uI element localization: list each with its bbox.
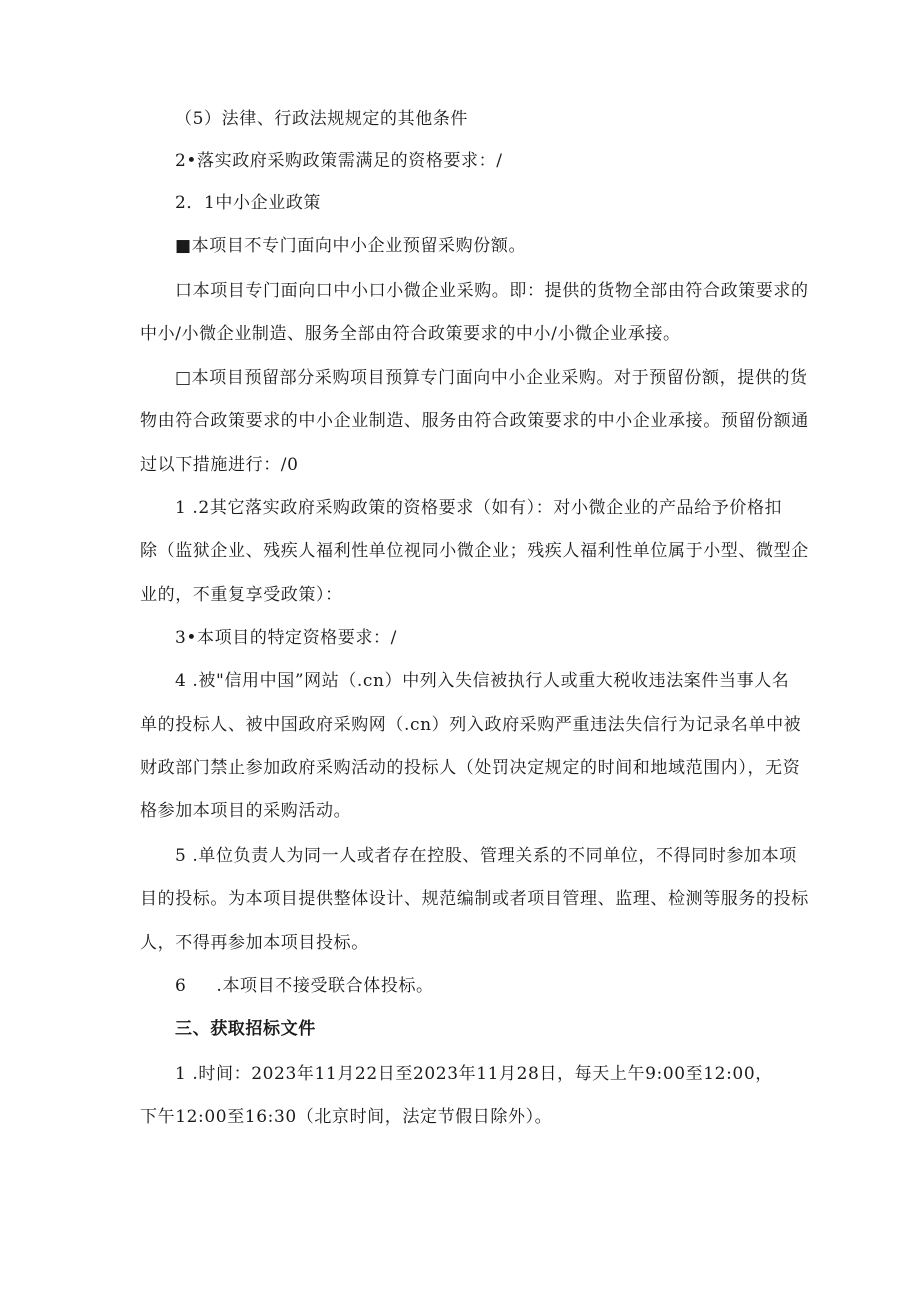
paragraph-credit-line-1: 4 .被"信用中国”网站（.cn）中列入失信被执行人或重大税收违法案件当事人名 xyxy=(175,671,790,691)
paragraph-time-line-2: 下午12:00至16:30（北京时间，法定节假日除外）。 xyxy=(140,1107,553,1127)
paragraph-other-conditions: （5）法律、行政法规规定的其他条件 xyxy=(175,109,469,129)
paragraph-sme-option-1: ■本项目不专门面向中小企业预留采购份额。 xyxy=(175,236,527,256)
section-heading-obtain-documents: 三、获取招标文件 xyxy=(175,1019,316,1039)
paragraph-same-owner-line-3: 人，不得再参加本项目投标。 xyxy=(140,933,369,953)
paragraph-sme-option-3-line-2: 物由符合政策要求的中小企业制造、服务由符合政策要求的中小企业承接。预留份额通 xyxy=(140,411,809,431)
paragraph-other-policy-line-2: 除（监狱企业、残疾人福利性单位视同小微企业；残疾人福利性单位属于小型、微型企 xyxy=(140,541,809,561)
paragraph-same-owner-line-1: 5 .单位负责人为同一人或者存在控股、管理关系的不同单位，不得同时参加本项 xyxy=(175,846,797,866)
paragraph-time-line-1: 1 .时间：2023年11月22日至2023年11月28日，每天上午9:00至12:00， xyxy=(175,1064,773,1084)
paragraph-same-owner-line-2: 目的投标。为本项目提供整体设计、规范编制或者项目管理、监理、检测等服务的投标 xyxy=(140,889,809,909)
paragraph-no-consortium: 6 .本项目不接受联合体投标。 xyxy=(175,976,434,996)
paragraph-sme-option-3-line-1: □本项目预留部分采购项目预算专门面向中小企业采购。对于预留份额，提供的货 xyxy=(175,368,808,388)
paragraph-other-policy-line-1: 1 .2其它落实政府采购政策的资格要求（如有）：对小微企业的产品给予价格扣 xyxy=(175,498,783,518)
paragraph-sme-option-2-line-2: 中小/小微企业制造、服务全部由符合政策要求的中小/小微企业承接。 xyxy=(140,324,681,344)
paragraph-sme-option-2-line-1: 口本项目专门面向口中小口小微企业采购。即：提供的货物全部由符合政策要求的 xyxy=(175,281,809,301)
paragraph-credit-line-2: 单的投标人、被中国政府采购网（.cn）列入政府采购严重违法失信行为记录名单中被 xyxy=(140,715,802,735)
paragraph-sme-policy-heading: 2．1中小企业政策 xyxy=(175,193,322,213)
paragraph-policy-requirements: 2•落实政府采购政策需满足的资格要求：/ xyxy=(175,151,503,171)
paragraph-sme-option-3-line-3: 过以下措施进行：/0 xyxy=(140,455,299,475)
paragraph-credit-line-3: 财政部门禁止参加政府采购活动的投标人（处罚决定规定的时间和地域范围内），无资 xyxy=(140,758,801,778)
paragraph-specific-requirements: 3•本项目的特定资格要求：/ xyxy=(175,628,397,648)
paragraph-other-policy-line-3: 业的，不重复享受政策）： xyxy=(140,585,343,605)
paragraph-credit-line-4: 格参加本项目的采购活动。 xyxy=(140,801,352,821)
